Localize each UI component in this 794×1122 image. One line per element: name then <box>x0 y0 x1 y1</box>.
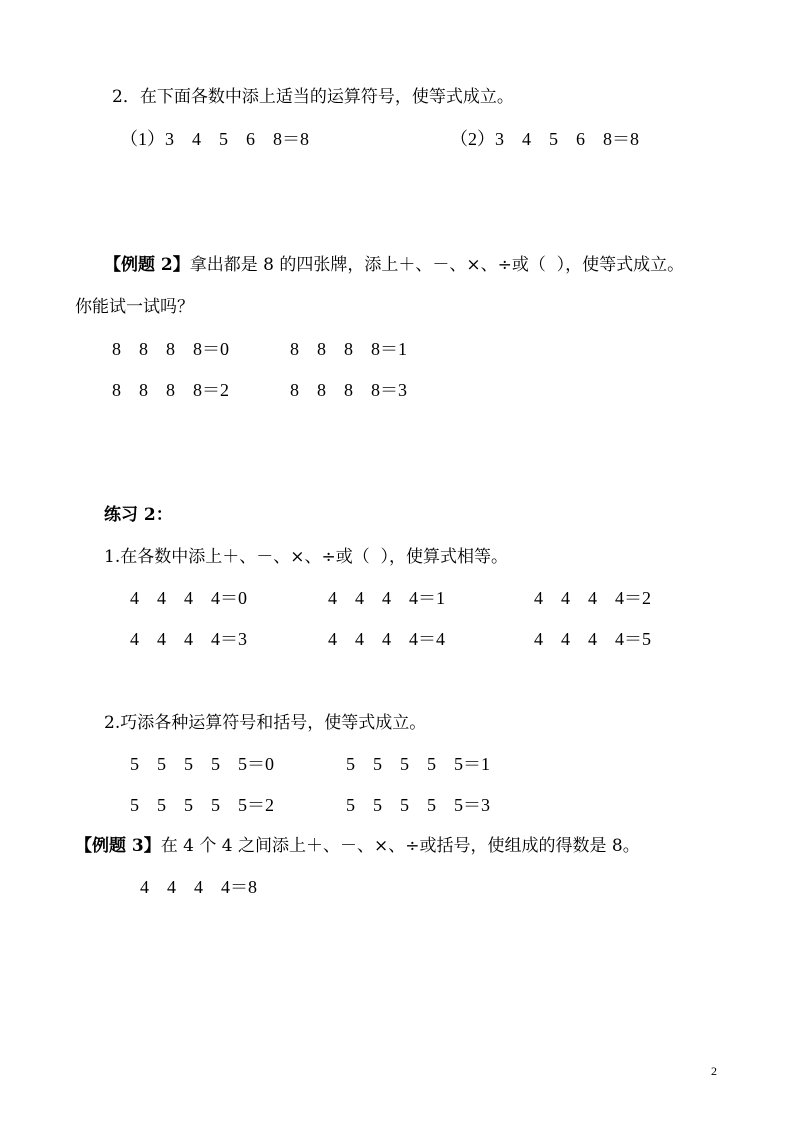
practice-2-q2-equation: 5 5 5 5 5＝3 <box>346 795 490 815</box>
practice-2-question-1: 1.在各数中添上＋、－、×、÷或（ ），使算式相等。 <box>104 547 509 567</box>
example-2-label: 【例题 2】 <box>104 255 190 275</box>
page-number: 2 <box>711 1064 717 1078</box>
example-3-equation: 4 4 4 4＝8 <box>140 877 257 897</box>
practice-2-q1-equation: 4 4 4 4＝5 <box>534 629 651 649</box>
example-2-equation: 8 8 8 8＝3 <box>290 380 407 400</box>
practice-2-q1-equation: 4 4 4 4＝3 <box>130 629 247 649</box>
question-2-title: 2．在下面各数中添上适当的运算符号，使等式成立。 <box>112 87 514 107</box>
practice-2-q2-equation: 5 5 5 5 5＝1 <box>346 754 490 774</box>
practice-2-question-2: 2.巧添各种运算符号和括号，使等式成立。 <box>104 713 427 733</box>
example-2-equation: 8 8 8 8＝0 <box>112 339 229 359</box>
practice-2-title: 练习 2： <box>104 505 173 525</box>
example-2-text: 拿出都是 8 的四张牌，添上＋、－、×、÷或（ ），使等式成立。 <box>189 255 685 275</box>
practice-2-q2-equation: 5 5 5 5 5＝2 <box>130 795 274 815</box>
example-2-equation: 8 8 8 8＝1 <box>290 339 407 359</box>
practice-2-q1-equation: 4 4 4 4＝0 <box>130 588 247 608</box>
practice-2-q1-equation: 4 4 4 4＝2 <box>534 588 651 608</box>
question-2-item-1: （1）3 4 5 6 8＝8 <box>120 129 309 149</box>
practice-2-q1-equation: 4 4 4 4＝4 <box>328 629 445 649</box>
question-2-item-2: （2）3 4 5 6 8＝8 <box>450 129 639 149</box>
example-2-text-continued: 你能试一试吗？ <box>75 297 194 317</box>
example-2-heading <box>104 254 684 276</box>
example-3-text: 在 4 个 4 之间添上＋、－、×、÷或括号，使组成的得数是 8。 <box>160 836 640 856</box>
example-2-equation: 8 8 8 8＝2 <box>112 380 229 400</box>
practice-2-q1-equation: 4 4 4 4＝1 <box>328 588 445 608</box>
example-3-heading <box>75 835 640 857</box>
example-3-label: 【例题 3】 <box>75 836 161 856</box>
practice-2-q2-equation: 5 5 5 5 5＝0 <box>130 754 274 774</box>
